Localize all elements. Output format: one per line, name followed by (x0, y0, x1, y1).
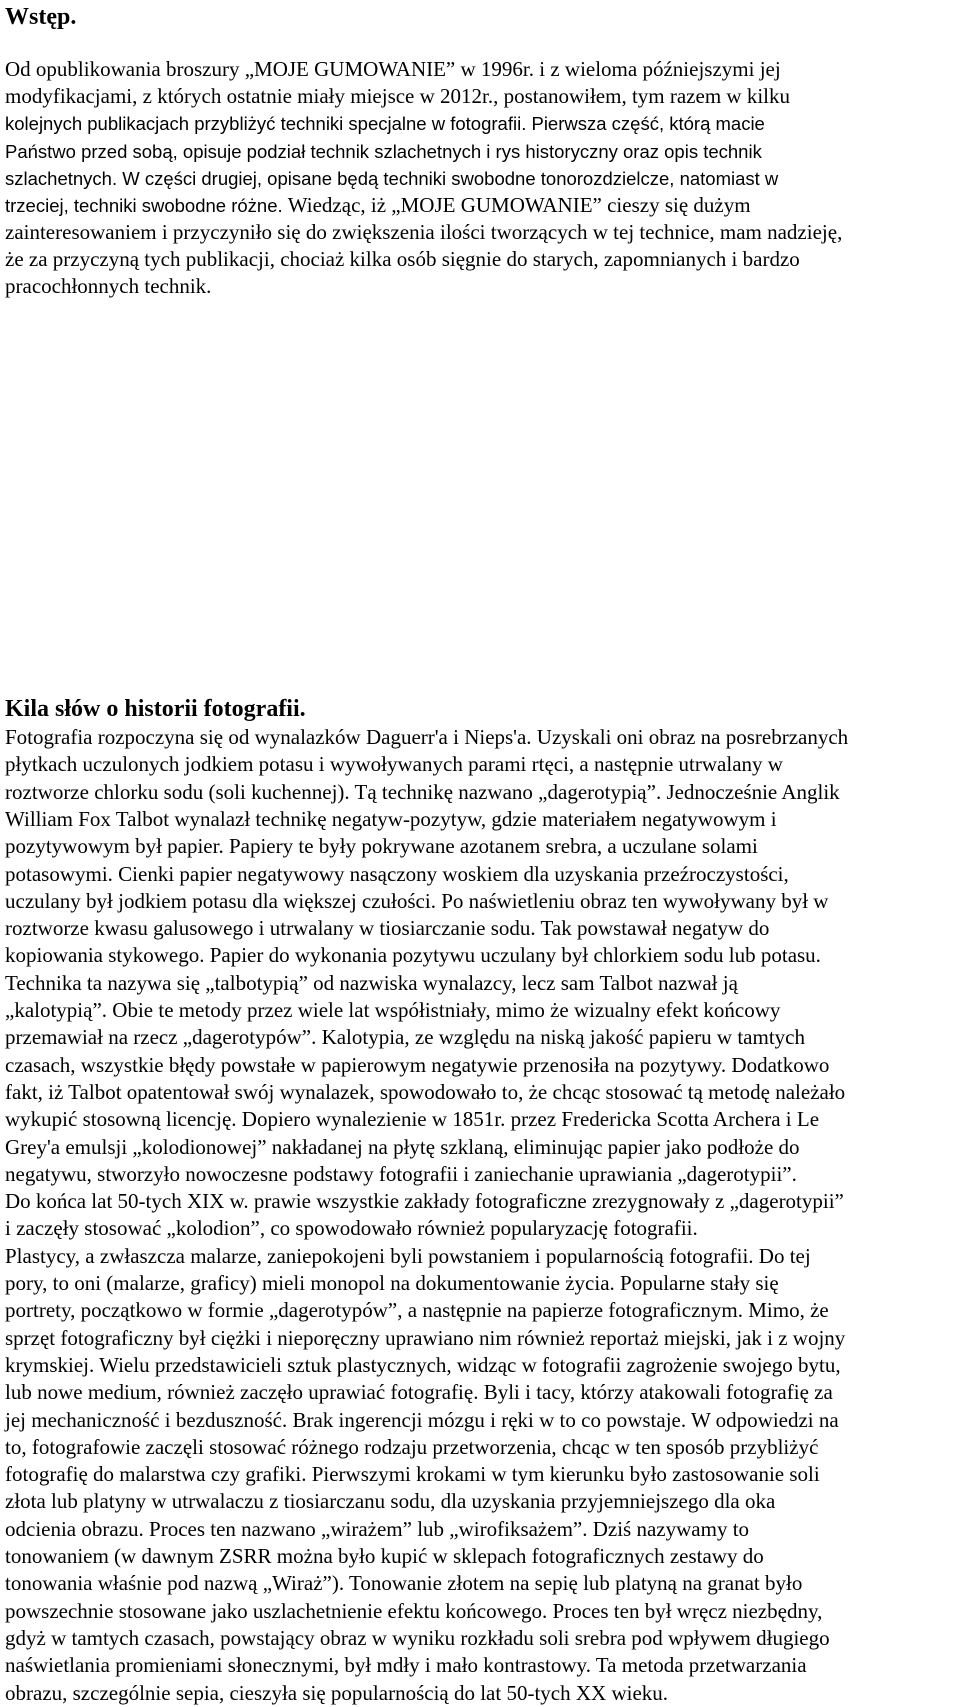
history-line: uczulany był jodkiem potasu dla większej czułości. Po naświetleniu obraz ten wywoływany był w (5, 888, 829, 913)
intro-text: pracochłonnych technik. (5, 274, 212, 298)
intro-text: Państwo przed sobą, opisuje podział technik szlachetnych i rys historyczny oraz opis technik (5, 141, 762, 162)
history-line: odcienia obrazu. Proces ten nazwano „wirażem” lub „wirofiksażem”. Dziś nazywamy to (5, 1516, 750, 1541)
page-heading: Wstęp. (5, 4, 77, 30)
intro-line (5, 219, 842, 246)
history-line: tonowania właśnie pod nazwą „Wiraż”). Tonowanie złotem na sepię lub platyną na granat było (5, 1571, 803, 1596)
intro-text: Od opublikowania broszury „MOJE GUMOWANIE” w 1996r. i z wieloma późniejszymi jej (5, 57, 781, 81)
history-line: negatywu, stworzyło nowoczesne podstawy fotografii i zaniechanie uprawiania „dagerotypii”. (5, 1161, 797, 1186)
history-line: Grey'a emulsji „kolodionowej” nakładanej na płytę szklaną, eliminując papier jako podłoże do (5, 1134, 800, 1159)
intro-line (5, 273, 211, 300)
history-line: portrety, początkowo w formie „dagerotypów”, a następnie na papierze fotograficznym. Mimo, że (5, 1298, 829, 1323)
section-heading: Kila słów o historii fotografii. (5, 696, 306, 722)
intro-line (5, 246, 800, 273)
history-line: potasowymi. Cienki papier negatywowy nasączony woskiem dla uzyskania przeźroczystości, (5, 861, 789, 886)
history-line: Do końca lat 50-tych XIX w. prawie wszystkie zakłady fotograficzne zrezygnowały z „dagerotypii” (5, 1189, 844, 1214)
intro-line (5, 192, 751, 219)
history-line: fotografię do malarstwa czy grafiki. Pierwszymi krokami w tym kierunku było zastosowanie soli (5, 1462, 820, 1487)
history-line: lub nowe medium, również zaczęło uprawiać fotografię. Byli i tacy, którzy atakowali fotografię za (5, 1380, 833, 1405)
history-line: złota lub platyny w utrwalaczu z tiosiarczanu sodu, dla uzyskania przyjemniejszego dla oka (5, 1489, 776, 1514)
history-line: Plastycy, a zwłaszcza malarze, zaniepokojeni byli powstaniem i popularnością fotografii. Do tej (5, 1243, 811, 1268)
history-line: jej mechaniczność i bezduszność. Brak ingerencji mózgu i ręki w to co powstaje. W odpowiedzi na (5, 1407, 839, 1432)
history-line: tonowaniem (w dawnym ZSRR można było kupić w sklepach fotograficznych zestawy do (5, 1544, 764, 1568)
intro-line (5, 110, 765, 137)
history-line: krymskiej. Wielu przedstawicieli sztuk plastycznych, widząc w fotografii zagrożenie swojego bytu, (5, 1352, 841, 1377)
history-line: pozytywowym był papier. Papiery te były pokrywane azotanem srebra, a uczulane solami (5, 834, 758, 859)
history-line: i zaczęły stosować „kolodion”, co spowodowało również popularyzację fotografii. (5, 1216, 698, 1241)
intro-text: kolejnych publikacjach przybliżyć techniki specjalne w fotografii. Pierwsza część, którą macie (5, 113, 765, 134)
intro-line (5, 83, 790, 110)
history-line: kopiowania stykowego. Papier do wykonania pozytywu uczulany był chlorkiem sodu lub potasu. (5, 943, 821, 968)
history-line: Fotografia rozpoczyna się od wynalazków Daguerr'a i Nieps'a. Uzyskali oni obraz na posrebrzanych (5, 725, 849, 749)
intro-text: zainteresowaniem i przyczyniło się do zwiększenia ilości tworzących w tej technice, mam nadzieję, (5, 220, 843, 244)
history-line: pory, to oni (malarze, graficy) mieli monopol na dokumentowanie życia. Popularne stały się (5, 1271, 779, 1295)
intro-text: trzeciej, techniki swobodne różne. (5, 195, 288, 216)
intro-text: Wiedząc, iż „MOJE GUMOWANIE” cieszy się dużym (287, 193, 751, 217)
intro-line (5, 165, 778, 192)
history-line: wykupić stosowną licencję. Dopiero wynalezienie w 1851r. przez Fredericka Scotta Archera i Le (5, 1107, 820, 1132)
history-line: powszechnie stosowane jako uszlachetnienie efektu końcowego. Proces ten był wręcz niezbędny, (5, 1598, 823, 1623)
history-line: roztworze kwasu galusowego i utrwalany w tiosiarczanie sodu. Tak powstawał negatyw do (5, 916, 770, 941)
history-line: William Fox Talbot wynalazł technikę negatyw-pozytyw, gdzie materiałem negatywowym i (5, 806, 777, 831)
intro-text: modyfikacjami, z których ostatnie miały miejsce w 2012r., postanowiłem, tym razem w kilku (5, 84, 790, 108)
history-line: gdyż w tamtych czasach, powstający obraz w wyniku rozkładu soli srebra pod wpływem długiego (5, 1625, 830, 1650)
history-line: obrazu, szczególnie sepia, cieszyła się popularnością do lat 50-tych XX wieku. (5, 1680, 669, 1705)
intro-text: szlachetnych. W części drugiej, opisane będą techniki swobodne tonorozdzielcze, natomiast w (5, 168, 779, 189)
history-line: sprzęt fotograficzny był ciężki i nieporęczny uprawiano nim również reportaż miejski, jak i z wojny (5, 1325, 846, 1350)
history-line: czasach, wszystkie błędy powstałe w papierowym negatywie przenosiła na pozytywy. Dodatkowo (5, 1052, 830, 1077)
intro-line (5, 56, 781, 83)
history-line: to, fotografowie zaczęli stosować różnego rodzaju przetworzenia, chcąc w ten sposób przybliżyć (5, 1434, 819, 1459)
history-line: płytkach uczulonych jodkiem potasu i wywoływanych parami rtęci, a następnie utrwalany w (5, 752, 783, 777)
history-line: fakt, iż Talbot opatentował swój wynalazek, spowodowało to, że chcąc stosować tą metodę należało (5, 1079, 846, 1104)
history-line: przemawiał na rzecz „dagerotypów”. Kalotypia, ze względu na niską jakość papieru w tamtych (5, 1025, 805, 1050)
history-line: Technika ta nazywa się „talbotypią” od nazwiska wynalazcy, lecz sam Talbot nazwał ją (5, 970, 738, 995)
history-line: naświetlania promieniami słonecznymi, był mdły i mało kontrastowy. Ta metoda przetwarzania (5, 1653, 807, 1678)
history-line: „kalotypią”. Obie te metody przez wiele lat współistniały, mimo że wizualny efekt końcowy (5, 998, 781, 1022)
intro-line (5, 138, 762, 165)
history-line: roztworze chlorku sodu (soli kuchennej). Tą technikę nazwano „dagerotypią”. Jednocześnie Anglik (5, 779, 840, 804)
intro-text: że za przyczyną tych publikacji, chociaż kilka osób sięgnie do starych, zapomnianych i bardzo (5, 247, 800, 271)
